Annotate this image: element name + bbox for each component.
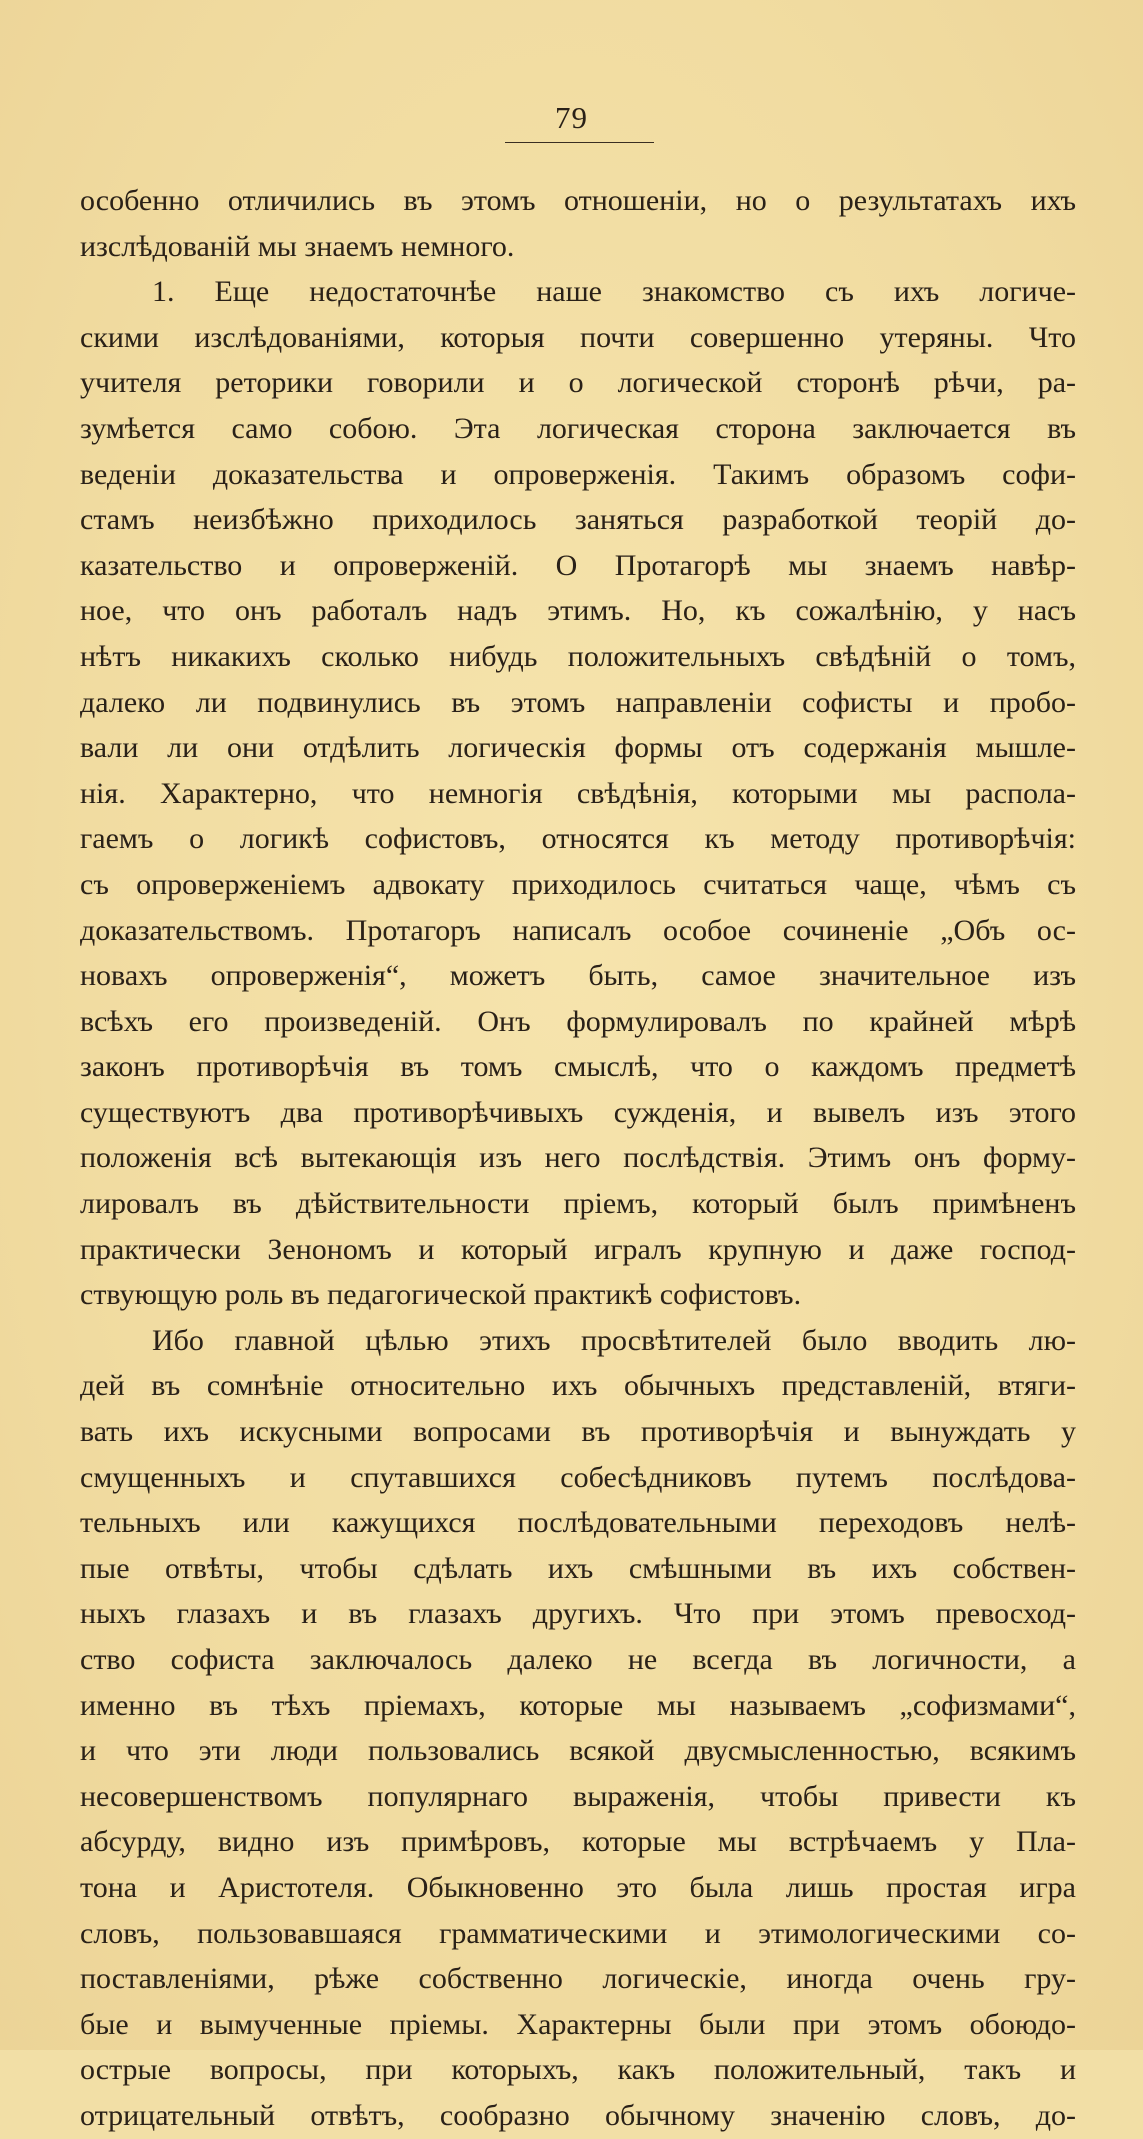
text-line: словъ, пользовавшаяся грамматическими и этимологическими со- — [80, 1916, 1076, 1950]
text-line: ствующую роль въ педагогической практикѣ софистовъ. — [80, 1278, 802, 1312]
text-line: съ опроверженiемъ адвокату приходилось считаться чаще, чѣмъ съ — [80, 867, 1076, 901]
text-line: всѣхъ его произведенiй. Онъ формулировалъ по крайней мѣрѣ — [80, 1004, 1076, 1038]
text-line: Ибо главной цѣлью этихъ просвѣтителей было вводить лю- — [152, 1323, 1076, 1357]
text-line: вали ли они отдѣлить логическiя формы отъ содержанiя мышле- — [80, 731, 1076, 765]
text-line: существуютъ два противорѣчивыхъ сужденiя, и вывелъ изъ этого — [80, 1095, 1076, 1129]
text-line: и что эти люди пользовались всякой двусмысленностью, всякимъ — [80, 1734, 1076, 1768]
text-line: дей въ сомнѣнiе относительно ихъ обычныхъ представленiй, втяги- — [80, 1369, 1076, 1403]
text-line: ство софиста заключалось далеко не всегда въ логичности, а — [80, 1643, 1076, 1676]
text-line: 1. Еще недостаточнѣе наше знакомство съ ихъ логиче- — [152, 275, 1076, 309]
text-line: несовершенствомъ популярнаго выраженiя, чтобы привести къ — [80, 1779, 1076, 1813]
text-line: вать ихъ искусными вопросами въ противорѣчiя и вынуждать у — [80, 1415, 1076, 1449]
text-line: бые и вымученные прiемы. Характерны были при этомъ обоюдо- — [80, 2007, 1076, 2041]
text-line: особенно отличились въ этомъ отношенiи, но о результатахъ ихъ — [80, 184, 1076, 217]
text-line: зумѣется само собою. Эта логическая сторона заключается въ — [80, 411, 1076, 445]
text-line: далеко ли подвинулись въ этомъ направленiи софисты и пробо- — [80, 685, 1076, 719]
text-line: веденiи доказательства и опроверженiя. Такимъ образомъ софи- — [80, 457, 1076, 491]
text-line: пые отвѣты, чтобы сдѣлать ихъ смѣшными въ ихъ собствен- — [80, 1551, 1076, 1585]
text-line: положенiя всѣ вытекающiя изъ него послѣдствiя. Этимъ онъ форму- — [80, 1141, 1076, 1175]
text-line: тельныхъ или кажущихся послѣдовательными переходовъ нелѣ- — [80, 1506, 1076, 1540]
text-line: практически Зенономъ и который игралъ крупную и даже господ- — [80, 1232, 1076, 1266]
text-line: острые вопросы, при которыхъ, какъ положительный, такъ и — [80, 2053, 1076, 2087]
text-line: смущенныхъ и спутавшихся собесѣдниковъ путемъ послѣдова- — [80, 1460, 1076, 1494]
text-line: именно въ тѣхъ прiемахъ, которые мы называемъ „софизмами“, — [80, 1688, 1076, 1722]
text-line: казательство и опроверженiй. О Протагорѣ мы знаемъ навѣр- — [80, 548, 1076, 582]
text-line: абсурду, видно изъ примѣровъ, которые мы встрѣчаемъ у Пла- — [80, 1825, 1076, 1859]
text-line: стамъ неизбѣжно приходилось заняться разработкой теорiй до- — [80, 503, 1076, 537]
text-line: нѣтъ никакихъ сколько нибудь положительныхъ свѣдѣнiй о томъ, — [80, 639, 1076, 673]
text-line: ныхъ глазахъ и въ глазахъ другихъ. Что при этомъ превосход- — [80, 1597, 1076, 1631]
text-line: лировалъ въ дѣйствительности прiемъ, который былъ примѣненъ — [80, 1187, 1076, 1221]
text-line: поставленiями, рѣже собственно логическiе, иногда очень гру- — [80, 1962, 1076, 1996]
text-line: ное, что онъ работалъ надъ этимъ. Но, къ сожалѣнiю, у насъ — [80, 594, 1076, 628]
text-line: гаемъ о логикѣ софистовъ, относятся къ методу противорѣчiя: — [80, 822, 1076, 856]
text-line: учителя реторики говорили и о логической сторонѣ рѣчи, ра- — [80, 366, 1076, 400]
header-rule — [505, 142, 654, 143]
page-number: 79 — [555, 100, 588, 135]
text-line: нiя. Характерно, что немногiя свѣдѣнiя, которыми мы распола- — [80, 776, 1076, 810]
text-line: скими изслѣдованiями, которыя почти совершенно утеряны. Что — [80, 320, 1076, 354]
body-text — [80, 178, 1076, 2139]
text-line: тона и Аристотеля. Обыкновенно это была лишь простая игра — [80, 1870, 1076, 1904]
text-line: законъ противорѣчiя въ томъ смыслѣ, что о каждомъ предметѣ — [80, 1050, 1076, 1084]
text-line: изслѣдованiй мы знаемъ немного. — [80, 229, 515, 263]
text-line: новахъ опроверженiя“, можетъ быть, самое значительное изъ — [80, 959, 1076, 993]
text-line: доказательствомъ. Протагоръ написалъ особое сочиненiе „Объ ос- — [80, 913, 1076, 947]
text-line: отрицательный отвѣтъ, сообразно обычному значенiю словъ, до- — [80, 2098, 1076, 2132]
